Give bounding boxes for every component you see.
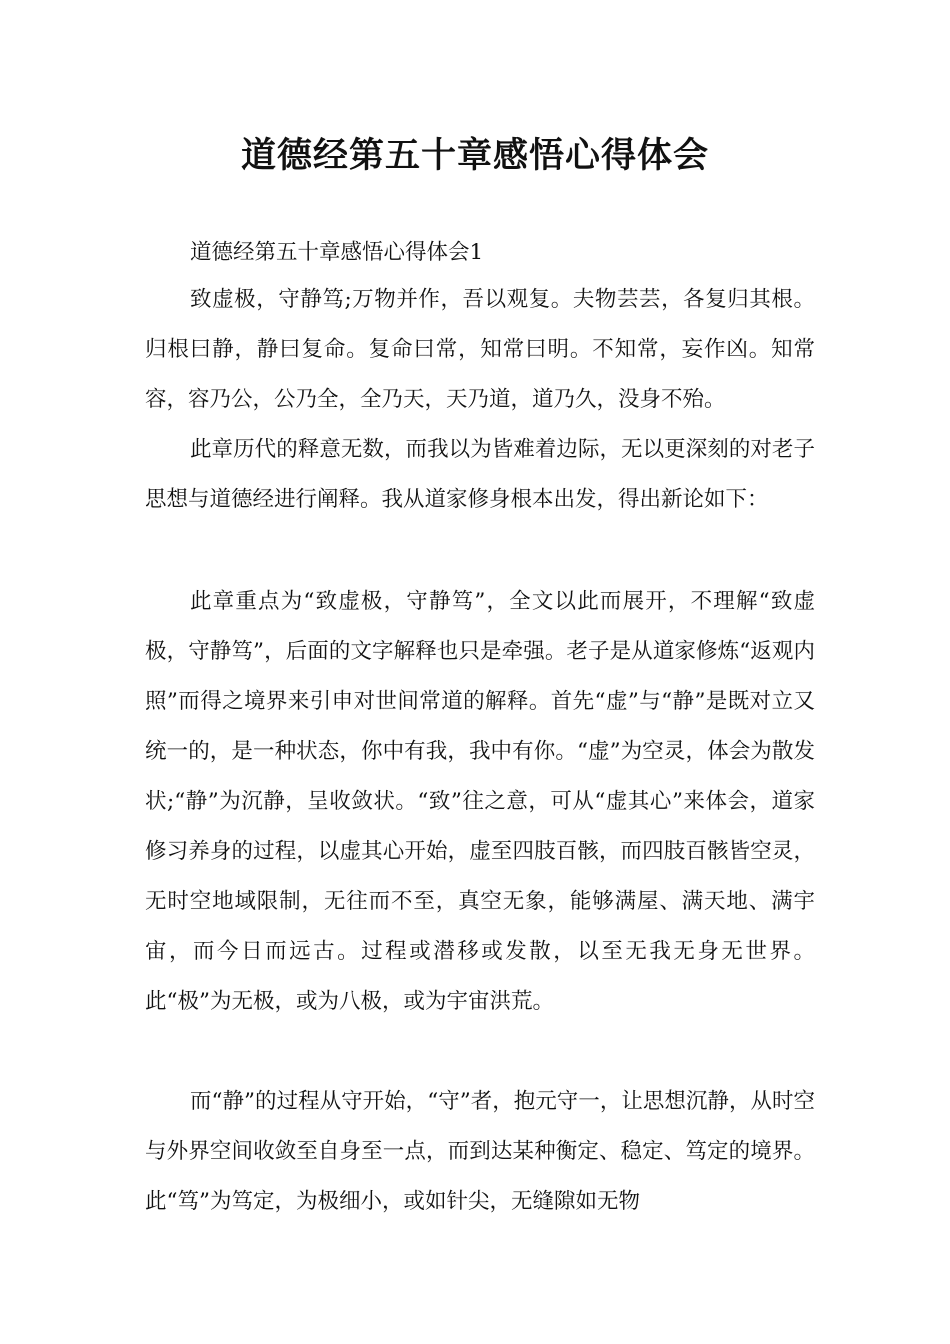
paragraph-4: 而“静”的过程从守开始，“守”者，抱元守一，让思想沉静，从时空与外界空间收敛至自身至一点，而到达某种衡定、稳定、笃定的境界。此“笃”为笃定，为极细小，或如针尖，无缝隙如无物 (145, 1089, 815, 1214)
paragraph-1: 致虚极，守静笃;万物并作，吾以观复。夫物芸芸，各复归其根。归根曰静，静曰复命。复命曰常，知常曰明。不知常，妄作凶。知常容，容乃公，公乃全，全乃天，天乃道，道乃久，没身不殆。 (145, 287, 815, 412)
section-heading: 道德经第五十章感悟心得体会1 (190, 240, 484, 265)
document-title: 道德经第五十章感悟心得体会 (240, 136, 709, 176)
paragraph-2: 此章历代的释意无数，而我以为皆难着边际，无以更深刻的对老子思想与道德经进行阐释。我从道家修身根本出发，得出新论如下： (145, 437, 815, 512)
paragraph-3: 此章重点为“致虚极，守静笃”，全文以此而展开，不理解“致虚极，守静笃”，后面的文字解释也只是牵强。老子是从道家修炼“返观内照”而得之境界来引申对世间常道的解释。首先“虚”与“静”是既对立又统一的，是一种状态，你中有我，我中有你。“虚”为空灵，体会为散发状;“静”为沉静，呈收敛状。“致”往之意，可从“虚其心”来体会，道家修习养身的过程，以虚其心开始，虚至四肢百骸，而四肢百骸皆空灵，无时空地域限制，无往而不至，真空无象，能够满屋、满天地、满宇宙，而今日而远古。过程或潜移或发散，以至无我无身无世界。此“极”为无极，或为八极，或为宇宙洪荒。 (145, 589, 815, 1014)
